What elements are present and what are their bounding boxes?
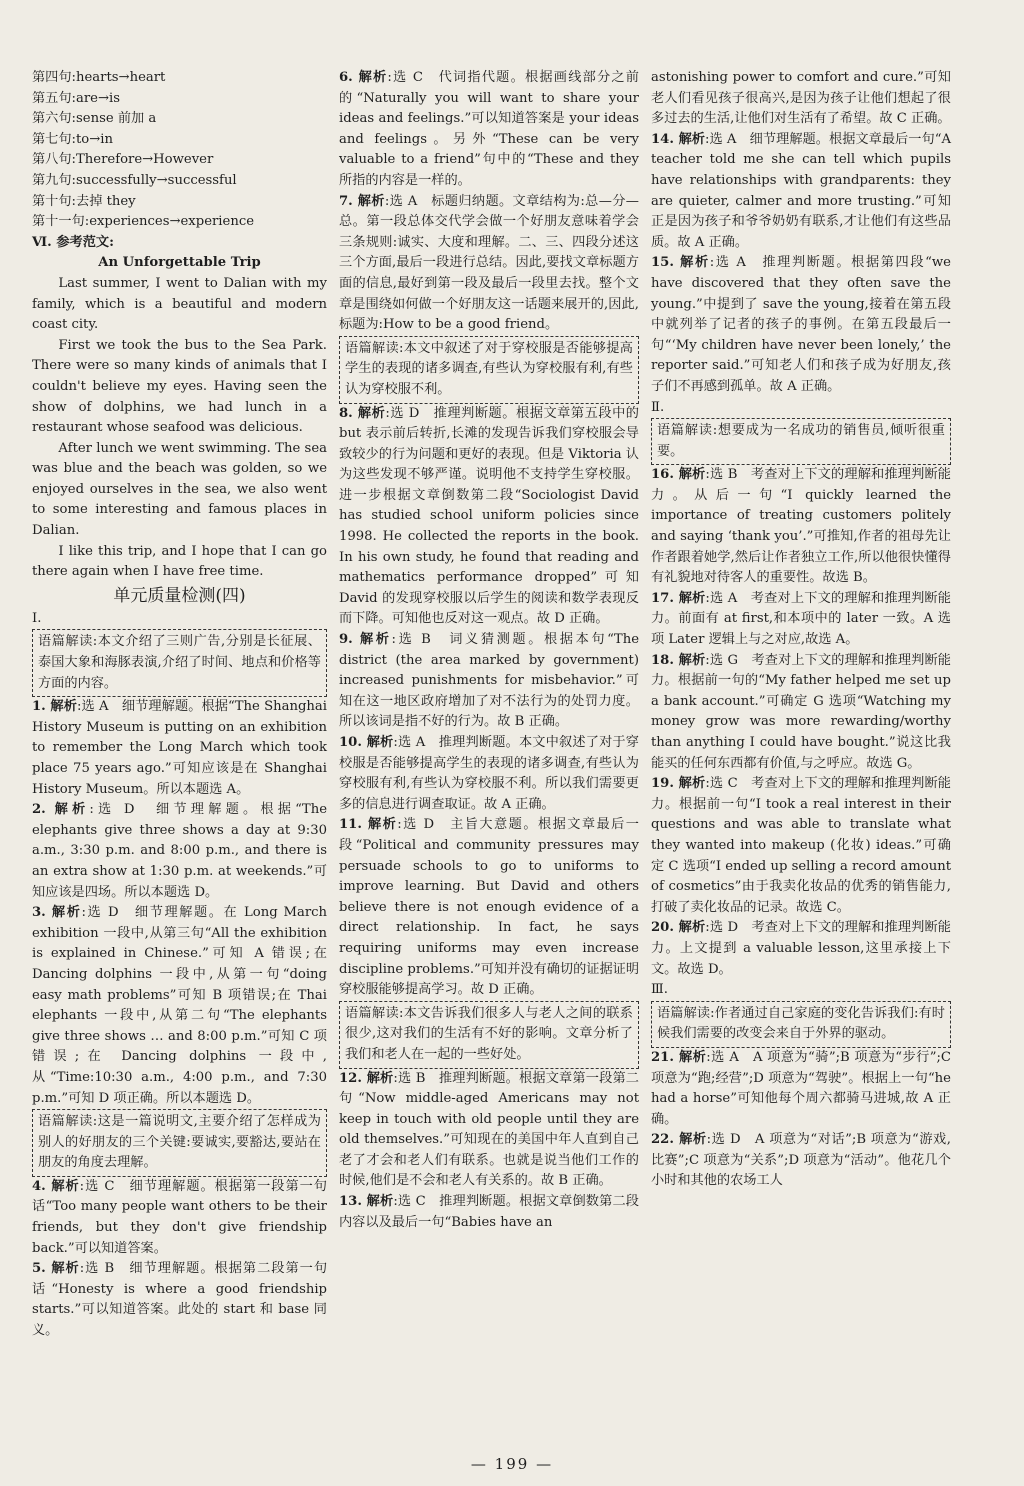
unit-title: 单元质量检测(四) xyxy=(113,585,246,606)
answer-label: 1. 解析 xyxy=(32,699,77,715)
essay-paragraph: After lunch we went swimming. The sea was blue and the beach was golden, so we enjoyed ourselves in the sea, we also went to some interesting and famous places in Dalian. xyxy=(32,440,327,539)
answer-label: 18. 解析 xyxy=(651,652,706,668)
answer-text: :选 A 细节理解题。根据“The Shanghai History Museum is putting on an exhibition to remember the Long March which took place 75 years ago.”可知应该是在 Shanghai History Museum。所以本题选 A。 xyxy=(32,699,327,797)
part-label: Ⅱ. xyxy=(651,399,665,415)
answer-label: 9. 解析 xyxy=(339,632,392,648)
answer-label: 6. 解析 xyxy=(339,70,388,85)
answer-item xyxy=(651,918,951,980)
section-heading: Ⅵ. 参考范文: xyxy=(32,234,114,250)
answer-label: 21. 解析 xyxy=(651,1049,707,1065)
answer-text: :选 G 考查对上下文的理解和推理判断能力。根据前一句的“My father helped me set up a bank account.”可确定 G 选项“Watching my money grow was more rewarding/worthy than anything I could have bought.”说这比我能买的任何东西都有价值,与之呼应。故选 G。 xyxy=(651,652,951,771)
reading-analysis-box: 语篇解读:想要成为一名成功的销售员,倾听很重要。 xyxy=(651,418,951,465)
answer-text: :选 C 推理判断题。根据文章倒数第二段内容以及最后一句“Babies have an xyxy=(339,1194,639,1230)
answer-item xyxy=(339,630,639,733)
answer-item xyxy=(32,800,327,903)
answer-label: 19. 解析 xyxy=(651,776,706,792)
answer-label: 12. 解析 xyxy=(339,1070,394,1086)
answer-item xyxy=(339,733,639,815)
answer-text: :选 A 推理判断题。本文中叙述了对于穿校服是否能够提高学生的表现的诸多调查,有些认为穿校服有利,有些认为穿校服不利。所以我们需要更多的信息进行调查取证。故 A 正确。 xyxy=(339,735,639,812)
essay-paragraph: First we took the bus to the Sea Park. There were so many kinds of animals that I couldn't believe my eyes. Having seen the show of dolphins, we had lunch in a restaurant whose seafood was delicious. xyxy=(32,337,327,436)
answer-label: 16. 解析 xyxy=(651,467,706,483)
answer-label: 13. 解析 xyxy=(339,1194,394,1210)
answer-text: :选 D A 项意为“对话”;B 项意为“游戏,比赛”;C 项意为“关系”;D 项意为“活动”。他花几个小时和其他的农场工人 xyxy=(651,1132,951,1189)
answer-item xyxy=(651,130,951,254)
answer-item xyxy=(339,192,639,336)
answer-text: :选 C 考查对上下文的理解和推理判断能力。根据前一句“I took a real interest in their questions and was able to translate what they wanted into makeup (化妆) ideas.”可确定 C 选项“I ended up selling a record amount of cosmetics”由于我卖化妆品的优秀的销售能力,打破了卖化妆品的记录。故选 C。 xyxy=(651,776,951,915)
correction-line: 第五句:are→is xyxy=(32,90,121,106)
reading-analysis-box: 语篇解读:本文中叙述了对于穿校服是否能够提高学生的表现的诸多调查,有些认为穿校服有利,有些认为穿校服不利。 xyxy=(339,336,639,404)
answer-text: :选 D 推理判断题。根据文章第五段中的 but 表示前后转折,长滩的发现告诉我们穿校服会导致较少的行为问题和更好的表现。但是 Viktoria 认为这些发现不够严谨。说明他不支持学生穿校服。进一步根据文章倒数第二段“Sociologist David has studied school uniform policies since 1998. He collected the reports in the book. In his own study, he found that reading and mathematics performance dropped”可知 David 的发现穿校服以后学生的阅读和数学表现反而下降。可知他也反对这一观点。故 D 正确。 xyxy=(339,405,639,627)
answer-text: :选 A 推理判断题。根据第四段“we have discovered that they often save the young.”中提到了 save the young,接着在第五段中就列举了记者的孩子的事例。在第五段最后一句“‘My children have never been lonely,’ the reporter said.”可知老人们和孩子成为好朋友,孩子们不再感到孤单。故 A 正确。 xyxy=(651,255,951,394)
page-number: — 199 — xyxy=(470,1455,554,1473)
answer-text: :选 B 词义猜测题。根据本句“The district (the area marked by government) increased punishments for misbehavior.”可知在这一地区政府增加了对不法行为的处罚力度。所以该词是指不好的行为。故 B 正确。 xyxy=(339,632,639,730)
answer-label: 7. 解析 xyxy=(339,193,385,209)
answer-text: :选 D 细节理解题。在 Long March exhibition 一段中,从第三句“All the exhibition is explained in Chinese.”可知 A 错误;在 Dancing dolphins 一段中,从第一句“doing easy math problems”可知 B 项错误;在 Thai elephants 一段中,从第二句“The elephants give three shows … and 8:00 p.m.”可知 C 项错误;在 Dancing dolphins 一段中,从“Time:10:30 a.m., 4:00 p.m., and 7:30 p.m.”可知 D 项正确。所以本题选 D。 xyxy=(32,905,327,1106)
answer-item xyxy=(651,465,951,589)
essay-paragraph: Last summer, I went to Dalian with my family, which is a beautiful and modern coast city. xyxy=(32,275,327,333)
answer-text: :选 B 细节理解题。根据第二段第一句话“Honesty is where a good friendship starts.”可以知道答案。此处的 start 和 base 同义。 xyxy=(32,1261,328,1339)
answer-label: 20. 解析 xyxy=(651,920,706,936)
answer-item xyxy=(32,903,327,1109)
correction-line: 第四句:hearts→heart xyxy=(32,70,166,85)
answer-label: 11. 解析 xyxy=(339,817,398,833)
answer-item xyxy=(651,253,951,397)
answer-text: :选 C 代词指代题。根据画线部分之前的“Naturally you will want to share your ideas and feelings.”可以知道答案是 your ideas and feelings。另外“These can be very valuable to a friend”句中的“These and they 所指的内容是一样的。 xyxy=(339,70,639,188)
column-left xyxy=(32,68,327,1342)
answer-text: :选 A 考查对上下文的理解和推理判断能力。前面有 at first,和本项中的 later 一致。A 选项 Later 逻辑上与之对应,故选 A。 xyxy=(651,590,951,648)
answer-text: :选 D 细节理解题。根据“The elephants give three shows a day at 9:30 a.m., 3:30 p.m. and 8:00 p.m., and there is an extra show at 1:30 p.m. at weekends.”可知应该是四场。所以本题选 D。 xyxy=(32,802,328,900)
answer-item xyxy=(339,68,639,192)
answer-label: 8. 解析 xyxy=(339,405,386,421)
answer-text: :选 B 考查对上下文的理解和推理判断能力。从后一句“I quickly learned the importance of treating customers politely and saying ‘thank you’.”可推知,作者的祖母先让作者跟着她学,然后让作者独立工作,所以他很快懂得有礼貌地对待客人的重要性。故选 B。 xyxy=(651,467,951,586)
answer-label: 17. 解析 xyxy=(651,590,706,606)
reading-analysis-box: 语篇解读:本文介绍了三则广告,分别是长征展、泰国大象和海豚表演,介绍了时间、地点和价格等方面的内容。 xyxy=(32,629,327,697)
answer-item xyxy=(651,589,951,651)
correction-line: 第八句:Therefore→However xyxy=(32,152,214,168)
answer-text: :选 D 主旨大意题。根据文章最后一段“Political and community pressures may persuade schools to go to uniforms to improve learning. But David and others believe there is not enough evidence of a direct relationship. In fact, he says requiring uniforms may even increase discipline problems.”可知并没有确切的证据证明穿校服能够提高学习。故 D 正确。 xyxy=(339,817,640,998)
answer-item xyxy=(339,1192,639,1233)
answer-label: 10. 解析 xyxy=(339,735,394,750)
essay-paragraph: I like this trip, and I hope that I can go there again when I have free time. xyxy=(32,543,327,580)
answer-text: :选 C 细节理解题。根据第一段第一句话“Too many people want others to be their friends, but they don't give friendship back.”可以知道答案。 xyxy=(32,1178,327,1256)
answer-label: 14. 解析 xyxy=(651,131,705,147)
answer-item xyxy=(32,1177,327,1259)
answer-item xyxy=(32,1259,327,1341)
correction-line: 第十句:去掉 they xyxy=(32,193,136,209)
answer-label: 15. 解析 xyxy=(651,255,710,271)
answer-text: :选 A A 项意为“骑”;B 项意为“步行”;C 项意为“跑;经营”;D 项意为“驾驶”。根据上一句“he had a horse”可知他每个周六都骑马进城,故 A 正确。 xyxy=(651,1049,951,1127)
answer-text: :选 D 考查对上下文的理解和推理判断能力。上文提到 a valuable lesson,这里承接上下文。故选 D。 xyxy=(651,920,951,977)
answer-label: 5. 解析 xyxy=(32,1261,80,1277)
correction-line: 第九句:successfully→successful xyxy=(32,172,237,188)
answer-item xyxy=(339,815,639,1000)
reading-analysis-box: 语篇解读:这是一篇说明文,主要介绍了怎样成为别人的好朋友的三个关键:要诚实,要豁达,要站在朋友的角度去理解。 xyxy=(32,1109,327,1177)
answer-text: :选 A 细节理解题。根据文章最后一句“A teacher told me she can tell which pupils have relationships with grandparents: they are quieter, calmer and more trusting.”可知正是因为孩子和爷爷奶奶有联系,才让他们有这些品质。故 A 正确。 xyxy=(651,131,951,250)
column-right xyxy=(651,68,951,1192)
correction-line: 第七句:to→in xyxy=(32,131,114,147)
answer-item xyxy=(651,1048,951,1130)
reading-analysis-box: 语篇解读:本文告诉我们很多人与老人之间的联系很少,这对我们的生活有不好的影响。文章分析了我们和老人在一起的一些好处。 xyxy=(339,1001,639,1069)
part-label: Ⅲ. xyxy=(651,982,668,998)
column-middle xyxy=(339,68,639,1233)
answer-item xyxy=(651,774,951,918)
part-label: Ⅰ. xyxy=(32,610,42,626)
answer-item xyxy=(339,404,639,631)
answer-label: 3. 解析 xyxy=(32,905,82,921)
answer-item xyxy=(32,697,327,800)
answer-label: 22. 解析 xyxy=(651,1132,707,1148)
answer-text: :选 B 推理判断题。根据文章第一段第二句“Now middle-aged Americans may not keep in touch with old people until they are old themselves.”可知现在的美国中年人直到自己老了才会和老人们有联系。也就是说当他们工作的时候,他们是不会和老人有关系的。故 B 正确。 xyxy=(339,1070,639,1189)
answer-item xyxy=(651,1130,951,1192)
answer-continuation: astonishing power to comfort and cure.”可知老人们看见孩子很高兴,是因为孩子让他们想起了很多过去的生活,让他们对生活有了希望。故 C 正确。 xyxy=(651,70,951,127)
essay-title: An Unforgettable Trip xyxy=(98,255,261,271)
correction-line: 第十一句:experiences→experience xyxy=(32,214,255,230)
answer-text: :选 A 标题归纳题。文章结构为:总—分—总。第一段总体交代学会做一个好朋友意味着学会三条规则:诚实、大度和理解。二、三、四段分述这三个方面,最后一段进行总结。因此,要找文章标题方面的信息,最好到第一段及最后一段里去找。整个文章是围绕如何做一个好朋友这一话题来展开的,因此,标题为:How to be a good friend。 xyxy=(339,193,639,333)
answer-item xyxy=(339,1069,639,1193)
correction-line: 第六句:sense 前加 a xyxy=(32,111,157,127)
reading-analysis-box: 语篇解读:作者通过自己家庭的变化告诉我们:有时候我们需要的改变会来自于外界的驱动。 xyxy=(651,1001,951,1048)
answer-item xyxy=(651,651,951,775)
answer-label: 2. 解析 xyxy=(32,802,90,818)
answer-label: 4. 解析 xyxy=(32,1178,80,1194)
